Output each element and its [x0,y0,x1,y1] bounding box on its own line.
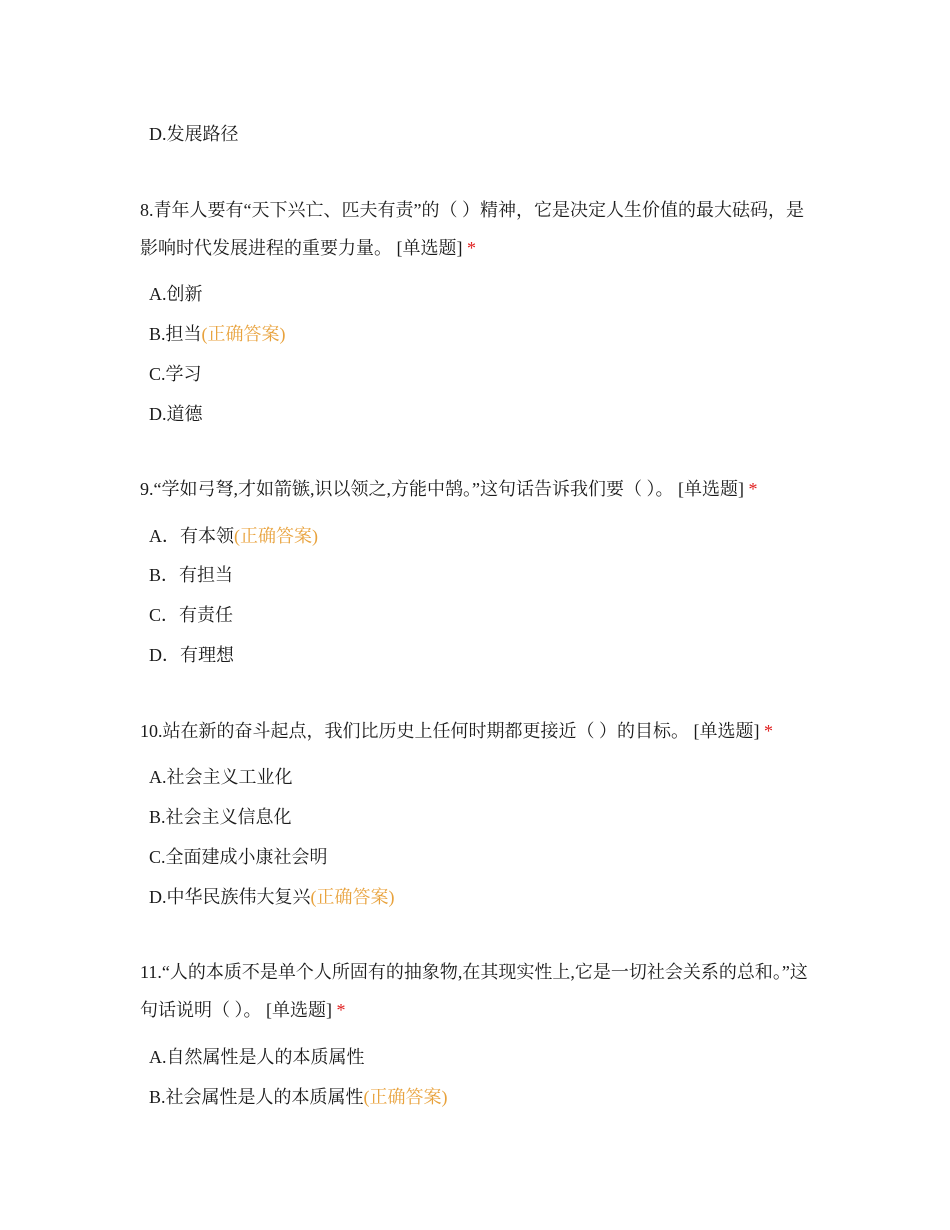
option-q9-b [149,563,233,587]
option-text: A.创新 [149,284,203,304]
question-type-label: [单选题] [266,1000,332,1020]
option-q9-d [149,643,234,667]
question-text: 8.青年人要有“天下兴亡、匹夫有责”的（ ）精神，它是决定人生价值的最大砝码，是影响时代发展进程的重要力量。 [140,200,804,258]
option-text: B．有担当 [149,565,234,585]
required-mark: * [336,1000,346,1020]
option-q9-c [149,603,233,627]
option-q10-c [149,845,328,869]
question-type-label: [单选题] [396,238,463,258]
option-q8-c [149,362,202,386]
option-text: C．有责任 [149,605,234,625]
question-type-label: [单选题] [677,479,744,499]
required-mark: * [748,479,758,499]
required-mark: * [764,721,773,741]
option-q10-b [149,805,292,829]
question-text: 10.站在新的奋斗起点，我们比历史上任何时期都更接近（ ）的目标。 [140,721,689,741]
option-text: B.担当 [149,324,202,344]
option-q10-d [149,885,395,909]
option-text: B.社会属性是人的本质属性 [149,1087,364,1107]
option-text: D.道德 [149,404,203,424]
option-text: D．有理想 [149,645,234,665]
option-text: C.学习 [149,364,202,384]
option-q11-b [149,1085,448,1109]
option-q10-a [149,765,293,789]
question-type-label: [单选题] [693,721,760,741]
correct-answer-mark: (正确答案) [363,1087,448,1107]
question-11 [140,953,810,1029]
question-text: 11.“人的本质不是单个人所固有的抽象物,在其现实性上,它是一切社会关系的总和。”这句话说明（ ）。 [140,962,808,1020]
option-text: C.全面建成小康社会明 [149,847,328,867]
option-text: B.社会主义信息化 [149,807,292,827]
correct-answer-mark: (正确答案) [310,887,395,907]
question-9 [140,470,810,508]
option-q7-d [149,122,239,146]
option-text: D.中华民族伟大复兴 [149,887,311,907]
option-text: A.社会主义工业化 [149,767,293,787]
option-q8-d [149,402,203,426]
option-q9-a [149,524,318,548]
option-text: A.自然属性是人的本质属性 [149,1047,365,1067]
question-8 [140,191,810,267]
correct-answer-mark: (正确答案) [234,526,318,546]
question-text: 9.“学如弓弩,才如箭镞,识以领之,方能中鹄。”这句话告诉我们要（ ）。 [140,479,674,499]
option-q11-a [149,1045,365,1069]
question-10 [140,712,810,750]
option-q8-a [149,282,203,306]
option-text: A．有本领 [149,526,234,546]
option-text: D.发展路径 [149,124,239,144]
required-mark: * [467,238,476,258]
option-q8-b [149,322,286,346]
correct-answer-mark: (正确答案) [201,324,286,344]
